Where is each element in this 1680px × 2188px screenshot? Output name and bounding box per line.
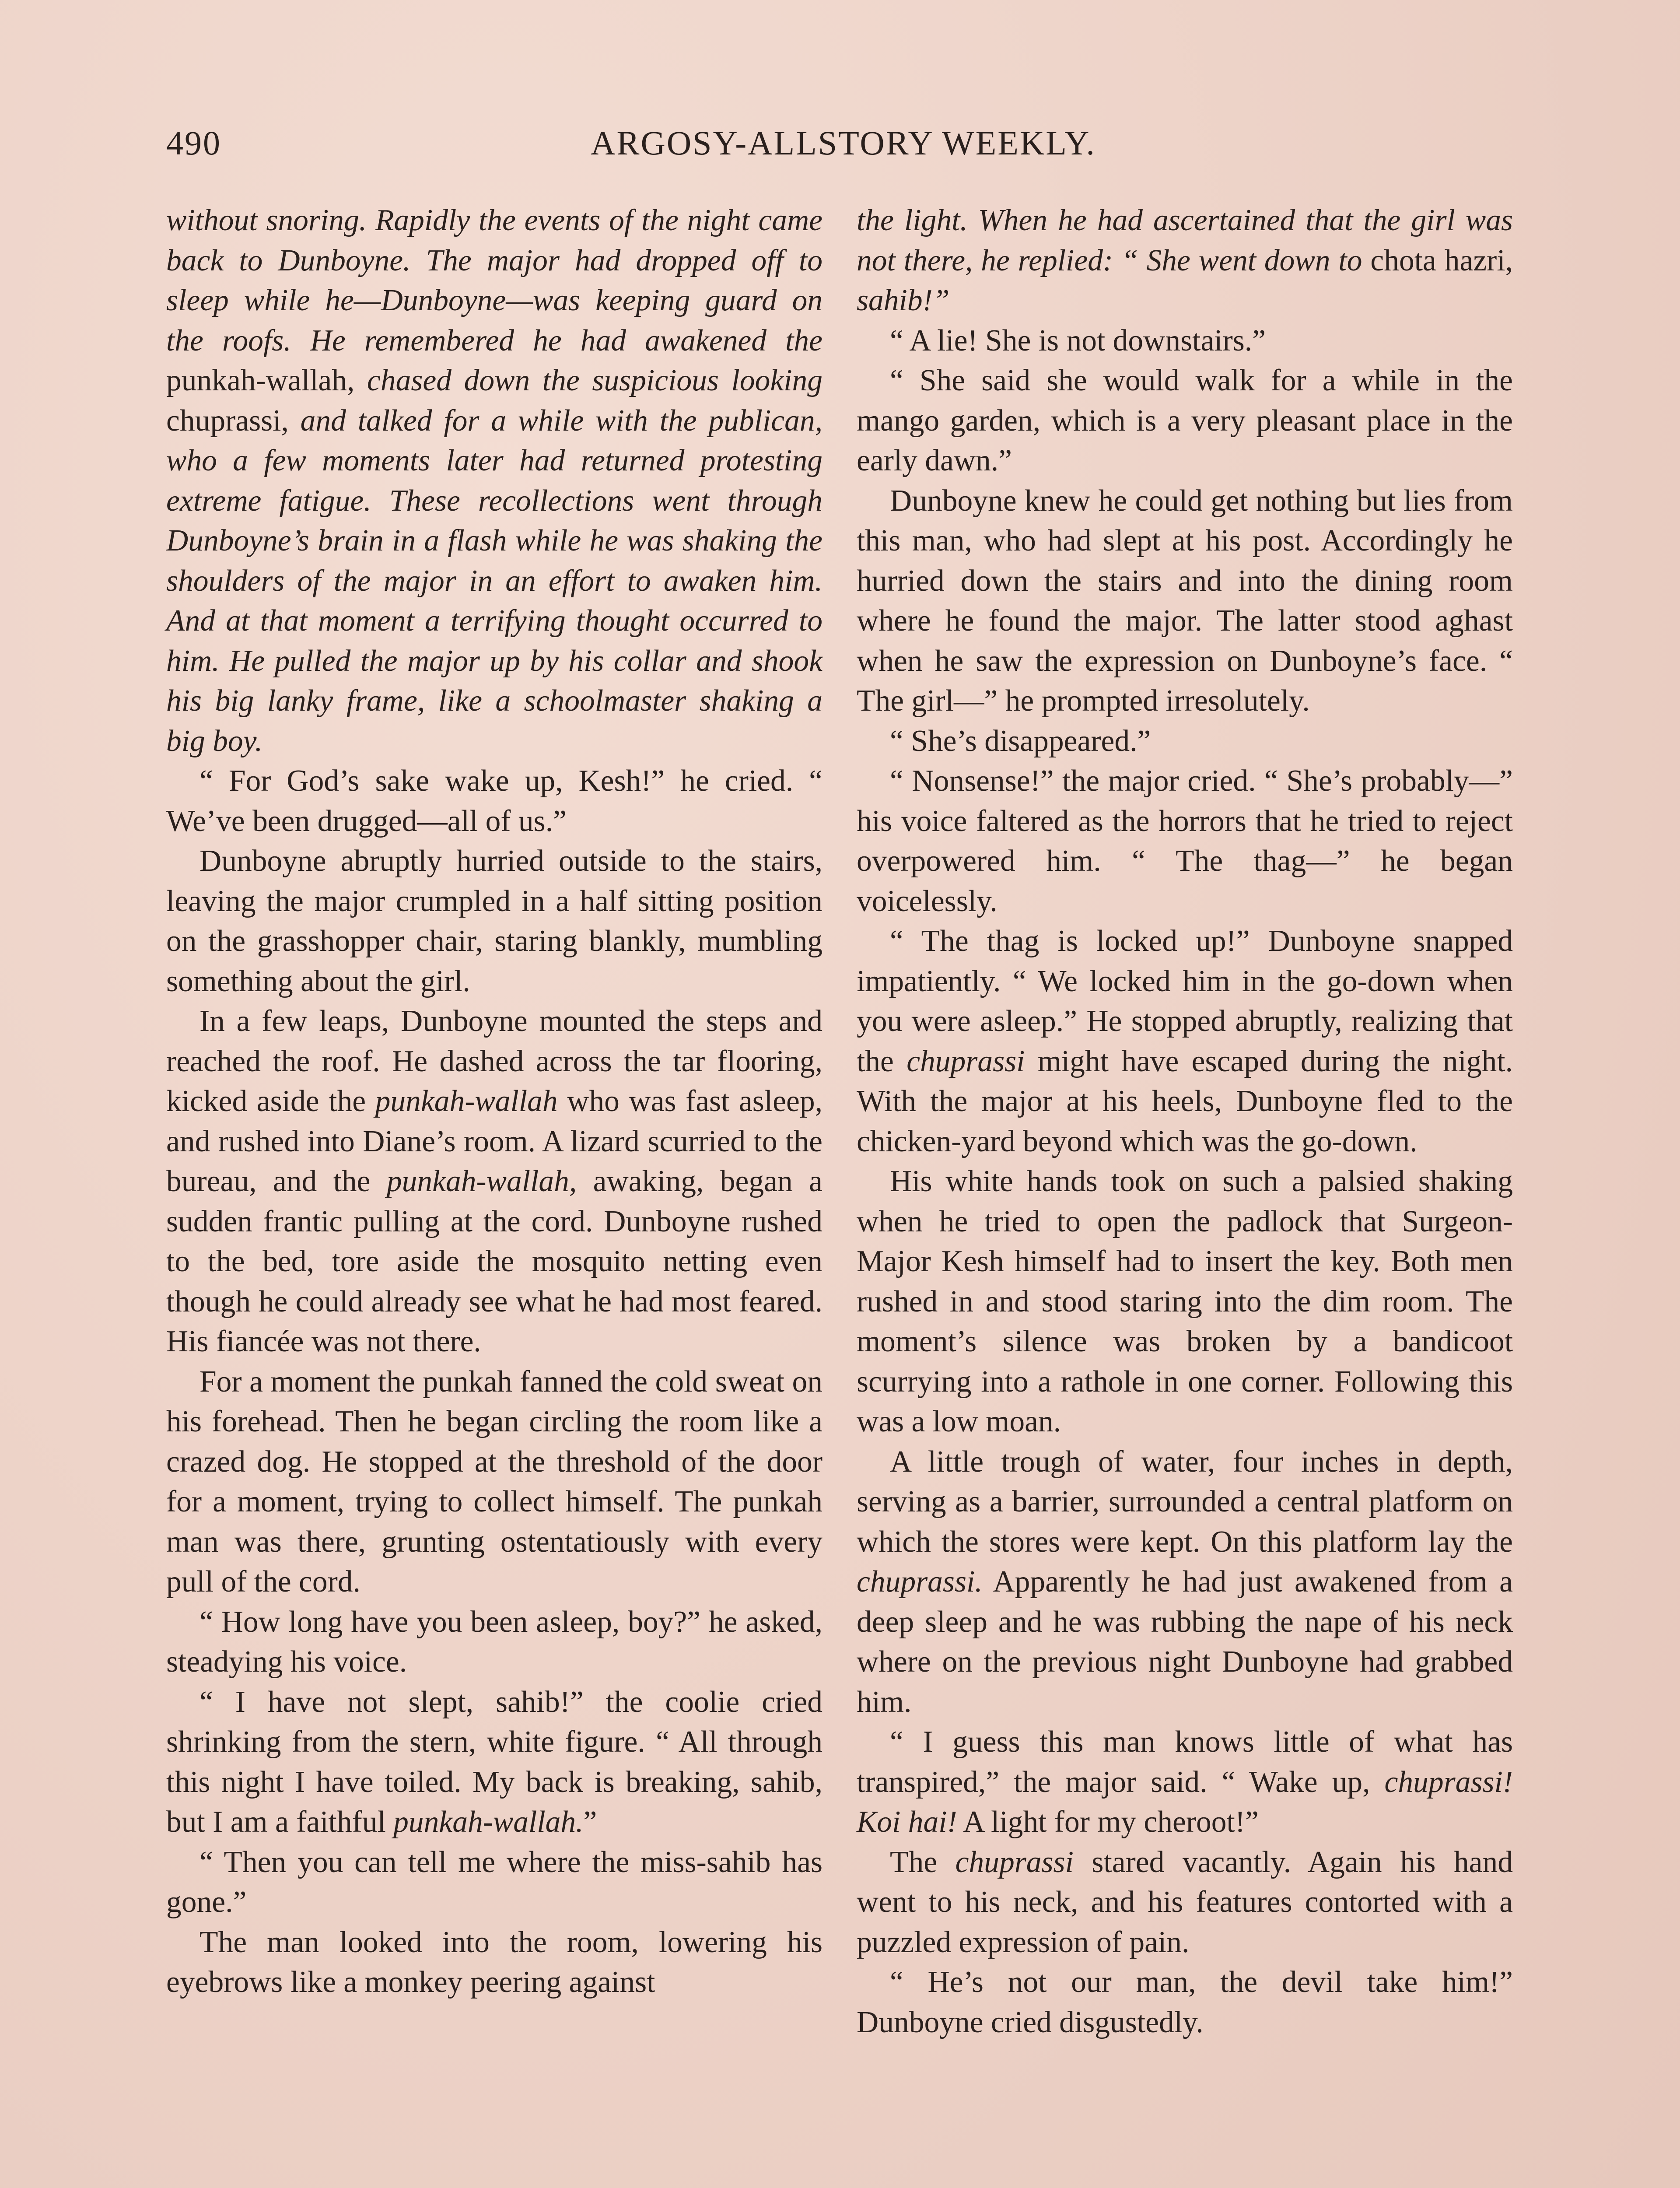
text-run: awaking, began a sudden frantic pulling at the cord. Dunboyne rushed to the bed, tore aside the mosquito netting even though he could already see what he had most feared. His fiancée was not there. xyxy=(166,1164,822,1358)
text-run: “ Then you can tell me where the miss-sahib has gone.” xyxy=(166,1845,822,1919)
paragraph xyxy=(166,1001,822,1362)
text-run: A light for my cheroot!” xyxy=(957,1805,1259,1839)
text-run: ” xyxy=(583,1805,597,1839)
paragraph xyxy=(857,321,1513,361)
paragraph xyxy=(857,1442,1513,1722)
text-column-left xyxy=(166,200,822,2002)
text-run: “ Nonsense!” the major cried. “ She’s probably—” his voice faltered as the horrors that he tried to reject overpowered him. “ The thag—” he began voicelessly. xyxy=(857,764,1513,918)
paragraph xyxy=(857,1161,1513,1442)
paragraph xyxy=(857,481,1513,721)
text-run: The man looked into the room, lowering his eyebrows like a monkey peering against xyxy=(166,1925,822,1999)
italic-text: punkah-wallah, xyxy=(386,1164,577,1198)
text-run: Dunboyne abruptly hurried outside to the stairs, leaving the major crumpled in a half sitting position on the grasshopper chair, staring blankly, mumbling something about the girl. xyxy=(166,844,822,998)
text-run: The xyxy=(890,1845,956,1879)
paragraph xyxy=(857,1842,1513,1963)
page-header xyxy=(166,123,1520,180)
text-run: “ The thag is locked up!” Dunboyne snapped impatiently. “ We locked him in the go-down when you were asleep.” He stopped abruptly, realizing that the xyxy=(857,924,1513,1078)
paragraph xyxy=(166,761,822,841)
paragraph xyxy=(166,200,822,761)
text-run: “ I have not slept, sahib!” the coolie cried shrinking from the stern, white figure. “ All through this night I have toiled. My back is breaking, sahib, but I am a faithful xyxy=(166,1685,822,1839)
text-run: Apparently he had just awakened from a deep sleep and he was rubbing the nape of his neck where on the previous night Dunboyne had grabbed him. xyxy=(857,1565,1513,1719)
paragraph xyxy=(166,1602,822,1682)
paragraph xyxy=(857,1722,1513,1842)
italic-text: without snoring. Rapidly the events of the night came back to Dunboyne. The major had dropped off to sleep while he—Dunboyne—was keeping guard on the roofs. He remembered he had awakened the xyxy=(166,203,822,358)
italic-text: punkah-wallah. xyxy=(393,1805,584,1839)
text-run: In a few leaps, Dunboyne mounted the steps and reached the roof. He dashed across the tar flooring, kicked aside the xyxy=(166,1004,822,1118)
italic-text: chuprassi. xyxy=(857,1565,983,1599)
paragraph xyxy=(857,361,1513,481)
text-run: “ How long have you been asleep, boy?” he asked, steadying his voice. xyxy=(166,1605,822,1679)
italic-text: sahib!” xyxy=(857,284,950,317)
italic-text: chuprassi xyxy=(906,1044,1025,1078)
text-run: might have escaped during the night. With the major at his heels, Dunboyne fled to the chicken-yard beyond which was the go-down. xyxy=(857,1044,1513,1158)
italic-text: and talked for a while with the publican, who a few moments later had returned protesting extreme fatigue. These recollections went through Dunboyne’s brain in a flash while he was shaking the shoulders of the major in an effort to awaken him. And at that moment a terrifying thought occurred to him. He pulled the major up by his collar and shook his big lanky frame, like a schoolmaster shaking a big boy. xyxy=(166,403,822,758)
paragraph xyxy=(857,200,1513,321)
paragraph xyxy=(857,921,1513,1161)
text-run: Dunboyne knew he could get nothing but lies from this man, who had slept at his post. Accordingly he hurried down the stairs and into the dining room where he found the major. The latter stood aghast when he saw the expression on Dunboyne’s face. “ The girl—” he prompted irresolutely. xyxy=(857,484,1513,718)
paragraph xyxy=(857,761,1513,921)
paragraph xyxy=(166,1922,822,2002)
text-run: chuprassi, xyxy=(166,403,289,438)
text-column-right xyxy=(857,200,1513,2042)
running-head: ARGOSY-ALLSTORY WEEKLY. xyxy=(591,124,1096,162)
paragraph xyxy=(166,1682,822,1842)
paragraph xyxy=(166,1362,822,1602)
text-run: stared vacantly. Again his hand went to his neck, and his features contorted with a puzzled expression of pain. xyxy=(857,1845,1513,1959)
text-run: “ She’s disappeared.” xyxy=(890,724,1151,758)
page-number: 490 xyxy=(166,124,221,162)
paragraph xyxy=(857,721,1513,761)
text-run: who was fast asleep, and rushed into Diane’s room. A lizard scurried to the bureau, and the xyxy=(166,1084,822,1198)
paragraph xyxy=(166,841,822,1001)
text-run: “ She said she would walk for a while in the mango garden, which is a very pleasant place in the early dawn.” xyxy=(857,364,1513,477)
text-run: A little trough of water, four inches in depth, serving as a barrier, surrounded a central platform on which the stores were kept. On this platform lay the xyxy=(857,1445,1513,1559)
paragraph xyxy=(857,1962,1513,2042)
italic-text: chased down the suspicious looking xyxy=(354,364,822,397)
text-run: His white hands took on such a palsied shaking when he tried to open the padlock that Surgeon-Major Kesh himself had to insert the key. Both men rushed in and stood staring into the dim room. The moment’s silence was broken by a bandicoot scurrying into a rathole in one corner. Following this was a low moan. xyxy=(857,1164,1513,1438)
italic-text: punkah-wallah xyxy=(375,1084,558,1118)
text-run: “ For God’s sake wake up, Kesh!” he cried. “ We’ve been drugged—all of us.” xyxy=(166,764,822,838)
text-run: “ He’s not our man, the devil take him!” Dunboyne cried disgustedly. xyxy=(857,1965,1513,2039)
italic-text: the light. When he had ascertained that the girl was not there, he replied: “ She went down to xyxy=(857,203,1513,277)
text-run: punkah-wallah, xyxy=(166,364,355,397)
paragraph xyxy=(166,1842,822,1922)
text-run: chota hazri, xyxy=(1370,243,1513,277)
text-run: “ I guess this man knows little of what has transpired,” the major said. “ Wake up, xyxy=(857,1725,1513,1799)
text-run: “ A lie! She is not downstairs.” xyxy=(890,323,1266,358)
italic-text: chuprassi xyxy=(955,1845,1074,1879)
italic-text: chuprassi! Koi hai! xyxy=(857,1765,1513,1839)
text-run: For a moment the punkah fanned the cold sweat on his forehead. Then he began circling the room like a crazed dog. He stopped at the threshold of the door for a moment, trying to collect himself. The punkah man was there, grunting ostentatiously with every pull of the cord. xyxy=(166,1364,822,1599)
